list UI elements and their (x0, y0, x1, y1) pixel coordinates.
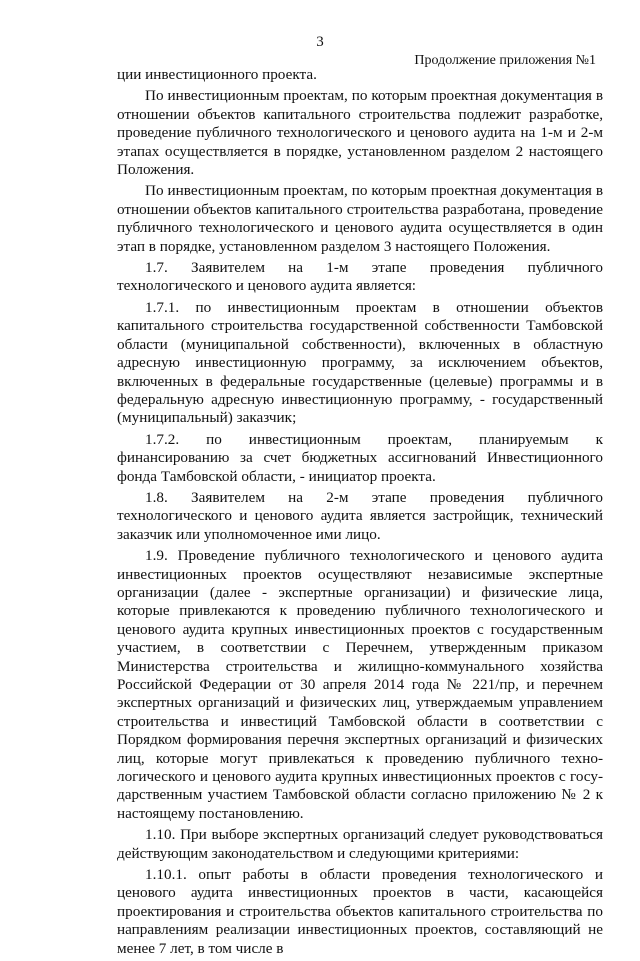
continuation-label: Продолжение приложения №1 (414, 53, 596, 68)
paragraph-1-7-1: 1.7.1. по инвестиционным проектам в отношении объектов капитального строительства государственной собственности Тамбовской области (муниципальной собственности), включенных в областную адресную инвестиционную программу, за исключением объектов, включенных в федеральные государственные (целевые) программы и в федеральную адресную инвестиционную программу, - государственный (муниципальный) заказчик; (117, 298, 603, 427)
paragraph-1-10: 1.10. При выборе экспертных организаций следует руководствоваться действующим законодательством и следующими критериями: (117, 826, 603, 862)
document-body (117, 66, 603, 961)
paragraph-1-7: 1.7. Заявителем на 1-м этапе проведения публичного технологического и ценового аудита является: (117, 259, 603, 295)
paragraph-1-9: 1.9. Проведение публичного технологического и ценового аудита инвестиционных проектов осуществляют независимые экспертные организации (далее - экспертные организации) и физические лица, которые привлекаются к проведению публичного технологического и ценового аудита крупных инвестиционных проектов с государственным участием, в соответствии с Перечнем, утвержденным приказом Министерства строительства и жилищно-коммунального хозяйства Российской Федерации от 30 апреля 2014 года № 221/пр, и перечнем экспертных организаций и физических лиц, утверждаемым управлением строительства и инвестиций Тамбовской области в соответствии с Порядком формирования перечня экспертных организаций и физических лиц, которые могут привлекаться к проведению публичного технологического и ценового аудита крупных инвестиционных проектов с государственным участием Тамбовской области согласно приложению № 2 к настоящему постановлению. (117, 547, 603, 822)
page-number: 3 (316, 34, 324, 50)
paragraph-projects-to-develop: По инвестиционным проектам, по которым проектная документация в отношении объектов капитального строительства подлежит разработке, проведение публичного технологического и ценового аудита на 1-м и 2-м этапах осуществляется в порядке, установленном разделом 2 настоящего Положения. (117, 87, 603, 179)
paragraph-1-8: 1.8. Заявителем на 2-м этапе проведения публичного технологического и ценового аудита является застройщик, технический заказчик или уполномоченное ими лицо. (117, 488, 603, 543)
paragraph-continuation: ции инвестиционного проекта. (117, 66, 317, 83)
paragraph-1-7-2: 1.7.2. по инвестиционным проектам, планируемым к финансированию за счет бюджетных ассигнований Инвестиционного фонда Тамбовской области, - инициатор проекта. (117, 430, 603, 485)
paragraph-projects-developed: По инвестиционным проектам, по которым проектная документация в отношении объектов капитального строительства разработана, проведение публичного технологического и ценового аудита осуществляется в один этап в порядке, установленном разделом 3 настоящего Положения. (117, 182, 603, 255)
paragraph-1-10-1: 1.10.1. опыт работы в области проведения технологического и ценового аудита инвестиционных проектов в части, касающейся проектирования и строительства объектов капитального строительства по направлениям реализации инвестиционных проектов, составляющий не менее 7 лет, в том числе в (117, 866, 603, 957)
